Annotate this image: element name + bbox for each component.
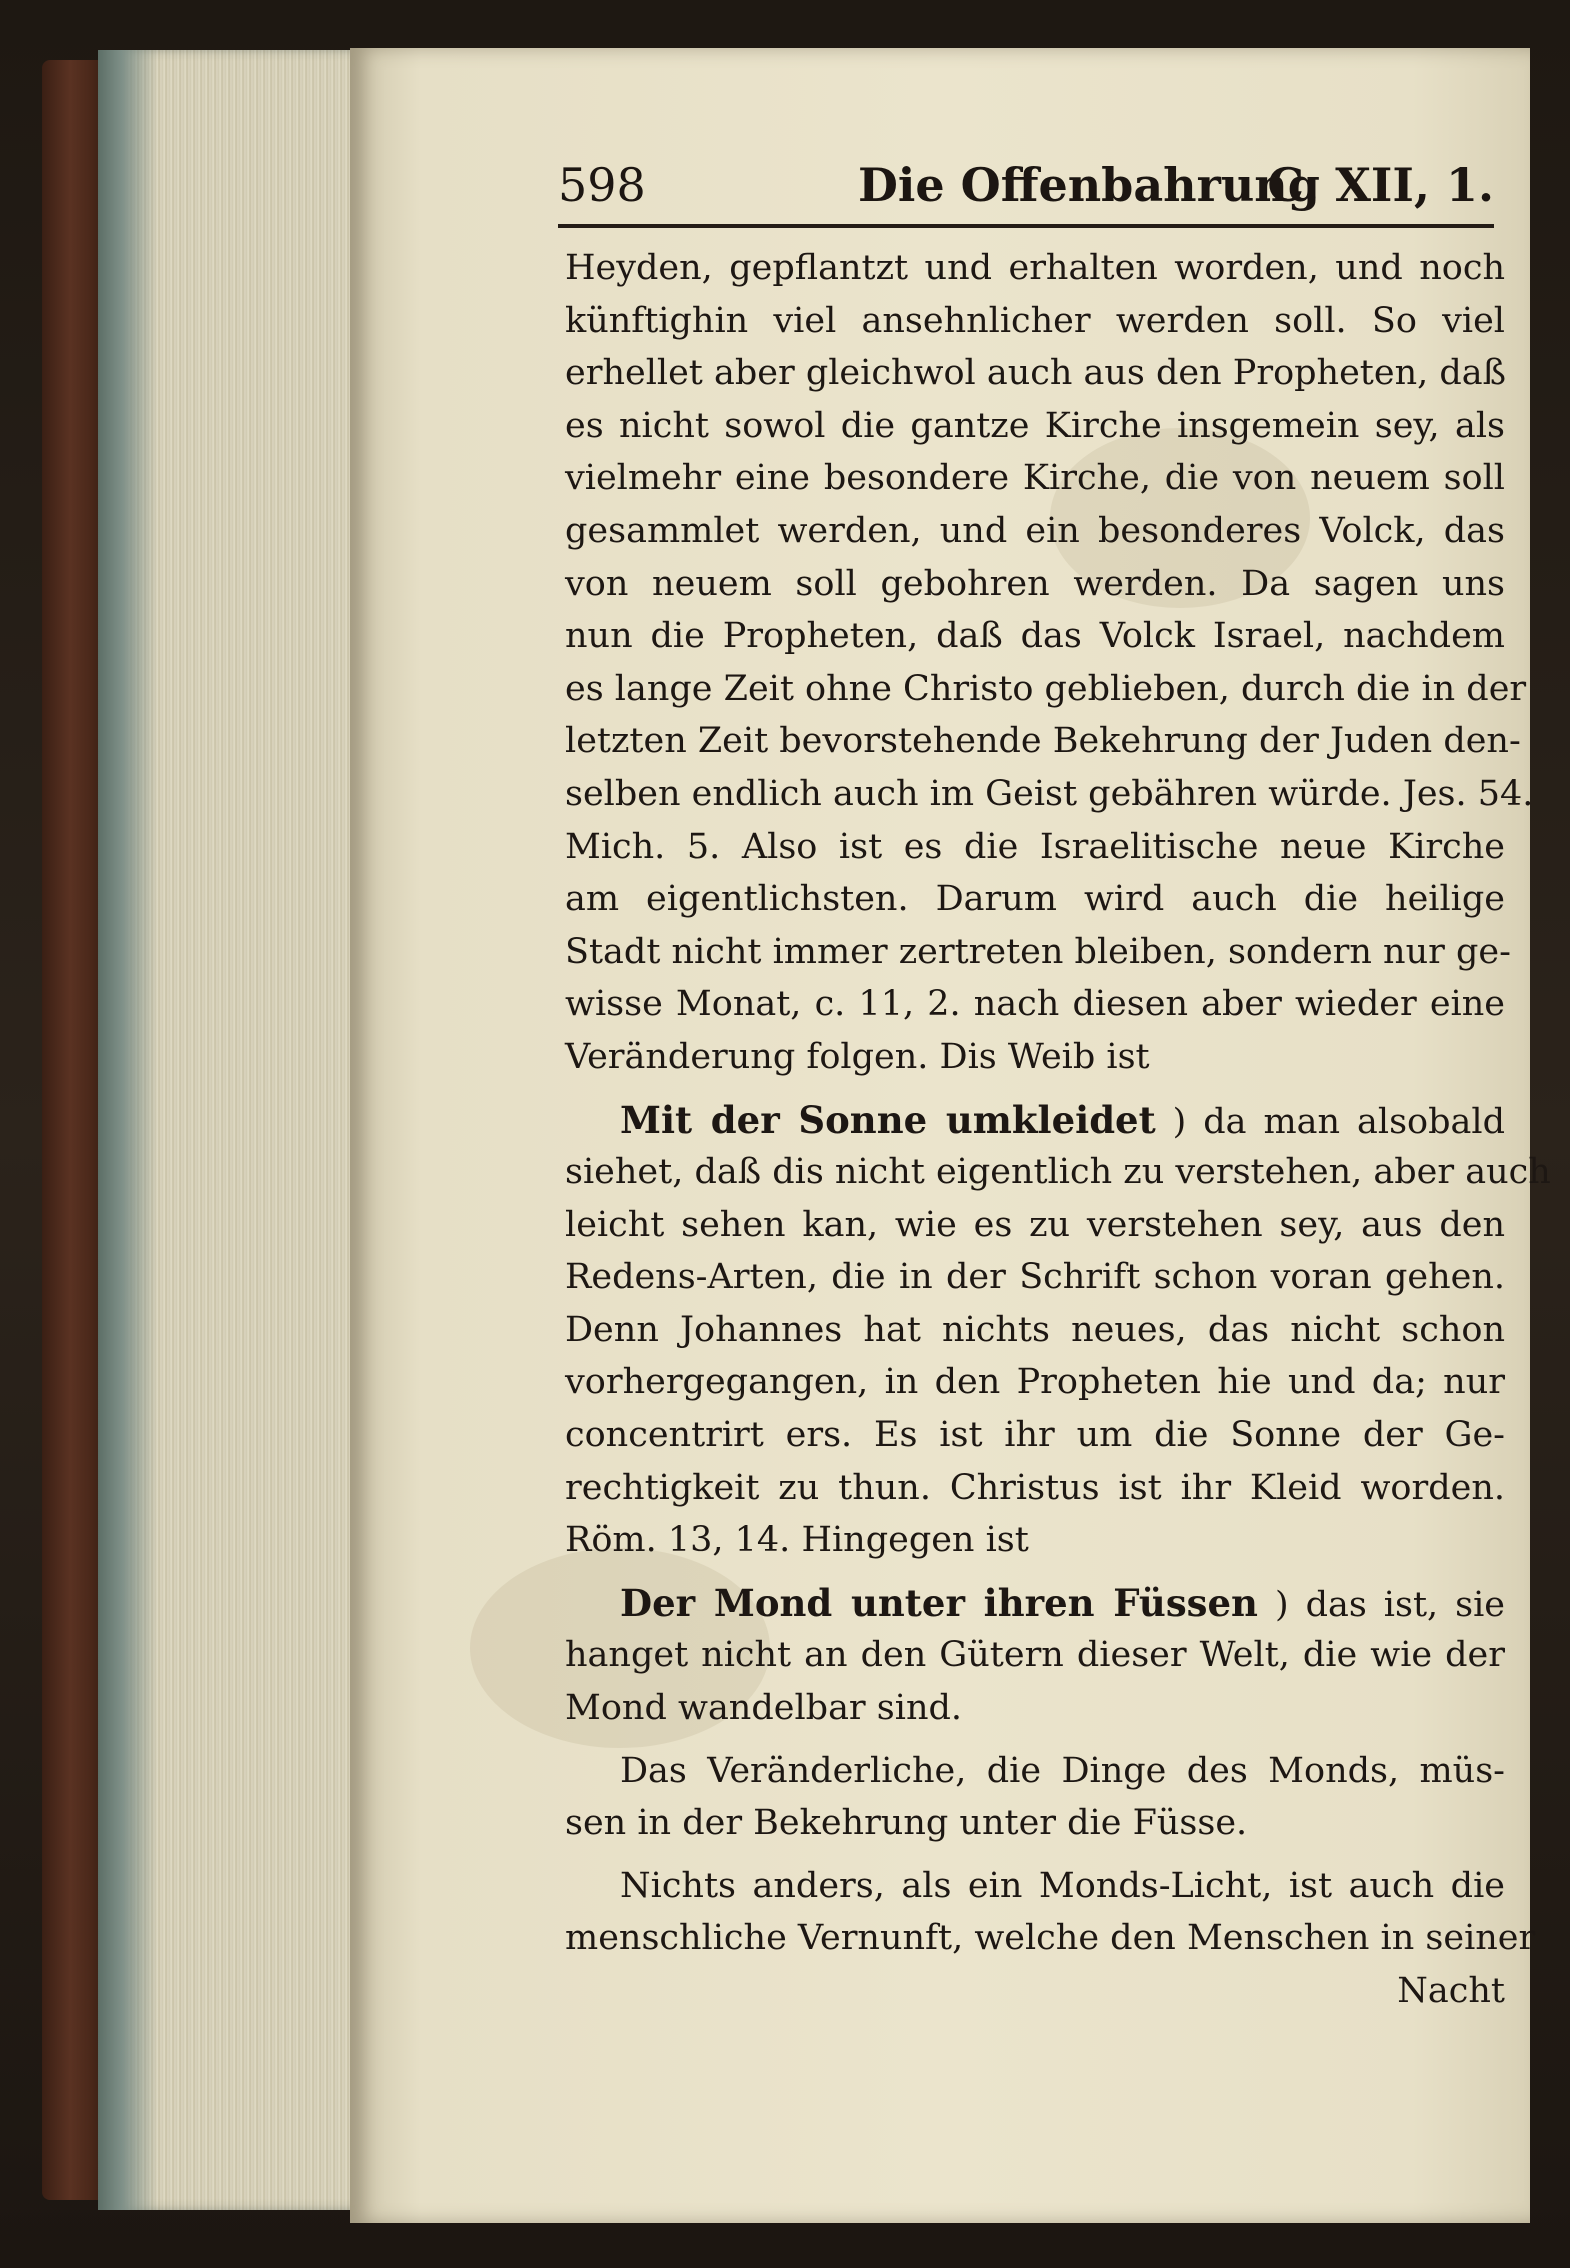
text-line: Denn Johannes hat nichts neues, das nicht schon: [565, 1309, 1505, 1350]
text-line: sen in der Bekehrung unter die Füsse.: [565, 1803, 1248, 1844]
text-line: menschliche Vernunft, welche den Menschen in seiner: [565, 1918, 1536, 1959]
text-line: künftighin viel ansehnlicher werden soll. So viel: [565, 300, 1505, 341]
text-line: Redens-Arten, die in der Schrift schon voran gehen.: [565, 1257, 1505, 1298]
text-line: selben endlich auch im Geist gebähren würde. Jes. 54.: [565, 773, 1534, 814]
text-line: letzten Zeit bevorstehende Bekehrung der Juden den-: [565, 721, 1521, 762]
running-title: Die Offenbahrung: [858, 158, 1320, 212]
text-line: Das Veränderliche, die Dinge des Monds, müs-: [620, 1750, 1505, 1791]
text-line: Nichts anders, als ein Monds-Licht, ist auch die: [620, 1865, 1505, 1906]
text-line: Heyden, gepflantzt und erhalten worden, und noch: [565, 248, 1505, 288]
page-header: [558, 150, 1494, 220]
text-line: wisse Monat, c. 11, 2. nach diesen aber wieder eine: [565, 984, 1505, 1025]
section-lemma: Mit der Sonne umkleidet: [620, 1097, 1156, 1142]
text-line: leicht sehen kan, wie es zu verstehen sey, aus den: [565, 1204, 1505, 1245]
text-line: nun die Propheten, daß das Volck Israel, nachdem: [565, 616, 1505, 657]
catchword: Nacht: [1397, 1971, 1505, 2011]
text-line: Mond wandelbar sind.: [565, 1688, 963, 1729]
text-line: [565, 1094, 1505, 1147]
text-line: es lange Zeit ohne Christo geblieben, durch die in der: [565, 668, 1527, 709]
text-line: von neuem soll gebohren werden. Da sagen uns: [565, 563, 1505, 604]
text-line: hanget nicht an den Gütern dieser Welt, die wie der: [565, 1635, 1505, 1676]
text-line: concentrirt ers. Es ist ihr um die Sonne der Ge-: [565, 1415, 1505, 1456]
text-fragment: ) das ist, sie: [1274, 1584, 1505, 1625]
text-line: gesammlet werden, und ein besonderes Volck, das: [565, 510, 1505, 551]
text-line: siehet, daß dis nicht eigentlich zu verstehen, aber auch: [565, 1152, 1551, 1193]
text-line: Röm. 13, 14. Hingegen ist: [565, 1520, 1029, 1561]
page-stack-edges: [98, 50, 360, 2210]
body-text: [565, 242, 1551, 2018]
text-line: rechtigkeit zu thun. Christus ist ihr Kleid worden.: [565, 1467, 1505, 1508]
text-line: vielmehr eine besondere Kirche, die von neuem soll: [565, 458, 1505, 499]
text-line: Veränderung folgen. Dis Weib ist: [565, 1036, 1150, 1077]
chapter-reference: C. XII, 1.: [1267, 158, 1494, 212]
text-line: es nicht sowol die gantze Kirche insgemein sey, als: [565, 405, 1505, 446]
text-line: [565, 1577, 1505, 1630]
page-number: 598: [558, 158, 646, 212]
header-rule: [558, 224, 1494, 228]
text-line: am eigentlichsten. Darum wird auch die heilige: [565, 879, 1505, 920]
text-line: erhellet aber gleichwol auch aus den Propheten, daß: [565, 353, 1507, 394]
text-line: Stadt nicht immer zertreten bleiben, sondern nur ge-: [565, 931, 1511, 972]
text-line: Mich. 5. Also ist es die Israelitische neue Kirche: [565, 826, 1505, 867]
text-line: vorhergegangen, in den Propheten hie und da; nur: [565, 1362, 1505, 1403]
text-fragment: ) da man alsobald: [1172, 1101, 1505, 1142]
section-lemma: Der Mond unter ihren Füssen: [620, 1580, 1258, 1625]
